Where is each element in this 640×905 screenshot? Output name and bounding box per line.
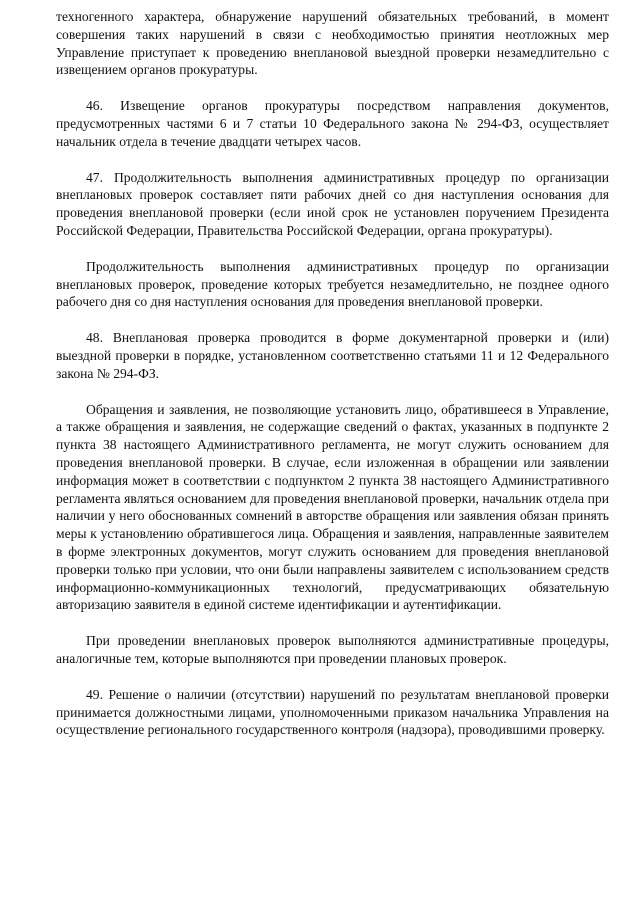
paragraph-49: 49. Решение о наличии (отсутствии) нарушений по результатам внеплановой проверки принимается должностными лицами, уполномоченными приказом начальника Управления на осуществление регионального государственного контроля (надзора), проводившими проверку.: [56, 686, 609, 738]
paragraph-47-duration: Продолжительность выполнения административных процедур по организации внеплановых проверок, проведение которых требуется незамедлительно, не позднее одного рабочего дня со дня наступления основания для проведения внеплановой проверки.: [56, 258, 609, 310]
document-page: [56, 8, 609, 757]
paragraph-46: 46. Извещение органов прокуратуры посредством направления документов, предусмотренных частями 6 и 7 статьи 10 Федерального закона № 294-ФЗ, осуществляет начальник отдела в течение двадцати четырех часов.: [56, 98, 609, 149]
paragraph-48-procedures: При проведении внеплановых проверок выполняются административные процедуры, аналогичные тем, которые выполняются при проведении плановых проверок.: [56, 633, 609, 666]
paragraph-continuation: техногенного характера, обнаружение нарушений обязательных требований, в момент совершения таких нарушений в связи с необходимостью принятия неотложных мер Управление приступает к проведению внеплановой выездной проверки незамедлительно с извещением органов прокуратуры.: [56, 9, 609, 78]
paragraph-48-appeals: Обращения и заявления, не позволяющие установить лицо, обратившееся в Управление, а также обращения и заявления, не содержащие сведений о фактах, указанных в подпункте 2 пункта 38 настоящего Административного регламента, не могут служить основанием для проведения внеплановой проверки. В случае, если изложенная в обращении или заявлении информация может в соответствии с подпунктом 2 пункта 38 настоящего Административного регламента являться основанием для проведения внеплановой проверки, начальник отдела при наличии у него обоснованных сомнений в авторстве обращения или заявления обязан принять меры к установлению обратившегося лица. Обращения и заявления, направленные заявителем в форме электронных документов, могут служить основанием для проведения внеплановой проверки только при условии, что они были направлены заявителем с использованием средств информационно-коммуникационных технологий, предусматривающих обязательную авторизацию заявителя в единой системе идентификации и аутентификации.: [56, 401, 609, 613]
paragraph-47: 47. Продолжительность выполнения административных процедур по организации внеплановых проверок составляет пяти рабочих дней со дня наступления основания для проведения внеплановой проверки (если иной срок не установлен поручением Президента Российской Федерации, Правительства Российской Федерации, органа прокуратуры).: [56, 169, 609, 238]
paragraph-48: 48. Внеплановая проверка проводится в форме документарной проверки и (или) выездной проверки в порядке, установленном соответственно статьями 11 и 12 Федерального закона № 294-ФЗ.: [56, 330, 609, 381]
